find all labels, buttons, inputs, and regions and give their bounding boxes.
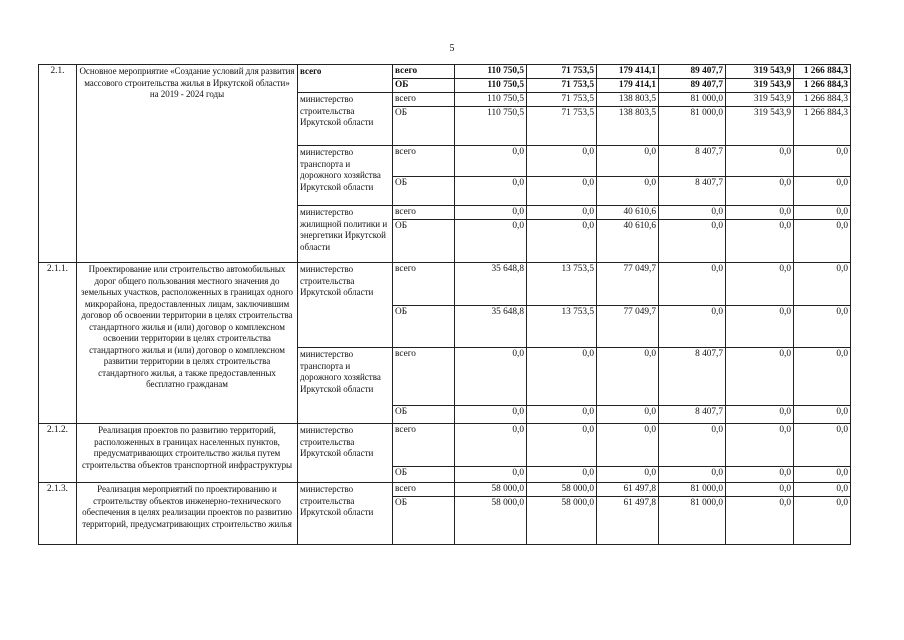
value-cell: 61 497,8 <box>597 483 659 497</box>
executor: министерство транспорта и дорожного хозяйства Иркутской области <box>298 146 393 206</box>
page-number: 5 <box>449 43 455 54</box>
item-title: Проектирование или строительство автомобильных дорог общего пользования местного значения до земельных участков, расположенных в границах одного микрорайона, предоставленных лицам, заключившим договор об освоении территории в целях строительства стандартного жилья и (или) договор о комплексном освоении территории в целях строительства стандартного жилья и (или) договор о комплексном развитии территории в целях строительства стандартного жилья, а также предоставленных бесплатно гражданам <box>77 263 298 424</box>
funding-source: всего <box>393 146 455 177</box>
value-cell: 58 000,0 <box>527 483 597 497</box>
value-cell: 81 000,0 <box>659 107 726 146</box>
table-row <box>39 424 851 467</box>
value-cell: 0,0 <box>794 220 851 263</box>
value-cell: 0,0 <box>794 496 851 544</box>
value-cell: 1 266 884,3 <box>794 79 851 93</box>
value-cell: 81 000,0 <box>659 93 726 107</box>
value-cell: 0,0 <box>527 424 597 467</box>
value-cell: 0,0 <box>597 406 659 424</box>
value-cell: 110 750,5 <box>455 93 527 107</box>
value-cell: 61 497,8 <box>597 496 659 544</box>
funding-source: ОБ <box>393 107 455 146</box>
value-cell: 0,0 <box>726 177 794 206</box>
value-cell: 110 750,5 <box>455 65 527 79</box>
value-cell: 71 753,5 <box>527 65 597 79</box>
value-cell: 0,0 <box>794 177 851 206</box>
value-cell: 0,0 <box>527 220 597 263</box>
value-cell: 71 753,5 <box>527 107 597 146</box>
value-cell: 0,0 <box>794 206 851 220</box>
value-cell: 40 610,6 <box>597 206 659 220</box>
value-cell: 0,0 <box>659 306 726 348</box>
value-cell: 179 414,1 <box>597 79 659 93</box>
value-cell: 0,0 <box>726 146 794 177</box>
funding-source: ОБ <box>393 220 455 263</box>
value-cell: 58 000,0 <box>455 483 527 497</box>
value-cell: 0,0 <box>726 263 794 306</box>
item-number: 2.1.2. <box>39 424 77 483</box>
value-cell: 81 000,0 <box>659 496 726 544</box>
value-cell: 0,0 <box>794 467 851 483</box>
value-cell: 35 648,8 <box>455 306 527 348</box>
value-cell: 138 803,5 <box>597 93 659 107</box>
value-cell: 319 543,9 <box>726 65 794 79</box>
value-cell: 0,0 <box>527 206 597 220</box>
value-cell: 0,0 <box>726 467 794 483</box>
value-cell: 71 753,5 <box>527 79 597 93</box>
value-cell: 179 414,1 <box>597 65 659 79</box>
value-cell: 71 753,5 <box>527 93 597 107</box>
funding-source: ОБ <box>393 467 455 483</box>
funding-source: всего <box>393 348 455 406</box>
value-cell: 0,0 <box>726 206 794 220</box>
value-cell: 0,0 <box>597 424 659 467</box>
value-cell: 0,0 <box>455 220 527 263</box>
value-cell: 1 266 884,3 <box>794 107 851 146</box>
value-cell: 0,0 <box>726 406 794 424</box>
funding-source: всего <box>393 206 455 220</box>
value-cell: 0,0 <box>527 177 597 206</box>
value-cell: 0,0 <box>455 206 527 220</box>
funding-table <box>38 64 851 545</box>
funding-source: ОБ <box>393 406 455 424</box>
item-title: Основное мероприятие «Создание условий для развития массового строительства жилья в Иркутской области» на 2019 - 2024 годы <box>77 65 298 263</box>
value-cell: 0,0 <box>794 348 851 406</box>
value-cell: 89 407,7 <box>659 65 726 79</box>
value-cell: 138 803,5 <box>597 107 659 146</box>
value-cell: 0,0 <box>455 177 527 206</box>
value-cell: 0,0 <box>455 146 527 177</box>
table-row <box>39 65 851 79</box>
value-cell: 0,0 <box>455 406 527 424</box>
value-cell: 0,0 <box>726 220 794 263</box>
value-cell: 0,0 <box>597 146 659 177</box>
executor: министерство строительства Иркутской области <box>298 483 393 545</box>
executor: министерство строительства Иркутской области <box>298 263 393 348</box>
funding-source: ОБ <box>393 496 455 544</box>
value-cell: 1 266 884,3 <box>794 65 851 79</box>
value-cell: 319 543,9 <box>726 93 794 107</box>
value-cell: 0,0 <box>597 467 659 483</box>
value-cell: 0,0 <box>659 263 726 306</box>
value-cell: 77 049,7 <box>597 306 659 348</box>
funding-source: ОБ <box>393 306 455 348</box>
value-cell: 0,0 <box>527 467 597 483</box>
funding-source: всего <box>393 483 455 497</box>
executor: министерство жилищной политики и энергетики Иркутской области <box>298 206 393 263</box>
executor: министерство строительства Иркутской области <box>298 424 393 483</box>
table-row <box>39 263 851 306</box>
funding-source: всего <box>393 65 455 79</box>
value-cell: 0,0 <box>794 263 851 306</box>
value-cell: 0,0 <box>527 146 597 177</box>
value-cell: 0,0 <box>455 348 527 406</box>
value-cell: 8 407,7 <box>659 348 726 406</box>
value-cell: 0,0 <box>659 467 726 483</box>
executor: министерство транспорта и дорожного хозяйства Иркутской области <box>298 348 393 424</box>
item-title: Реализация проектов по развитию территорий, расположенных в границах населенных пунктов, предусматривающих строительство жилья путем строительства объектов транспортной инфраструктуры <box>77 424 298 483</box>
funding-source: всего <box>393 93 455 107</box>
item-number: 2.1.1. <box>39 263 77 424</box>
value-cell: 8 407,7 <box>659 177 726 206</box>
value-cell: 58 000,0 <box>455 496 527 544</box>
value-cell: 58 000,0 <box>527 496 597 544</box>
value-cell: 110 750,5 <box>455 79 527 93</box>
value-cell: 0,0 <box>659 206 726 220</box>
value-cell: 319 543,9 <box>726 107 794 146</box>
table-row <box>39 483 851 497</box>
value-cell: 40 610,6 <box>597 220 659 263</box>
value-cell: 0,0 <box>726 496 794 544</box>
funding-source: всего <box>393 424 455 467</box>
value-cell: 0,0 <box>794 406 851 424</box>
value-cell: 13 753,5 <box>527 306 597 348</box>
executor: министерство строительства Иркутской области <box>298 93 393 146</box>
value-cell: 0,0 <box>455 424 527 467</box>
funding-source: всего <box>393 263 455 306</box>
value-cell: 0,0 <box>659 424 726 467</box>
value-cell: 1 266 884,3 <box>794 93 851 107</box>
value-cell: 0,0 <box>726 424 794 467</box>
value-cell: 0,0 <box>794 483 851 497</box>
value-cell: 8 407,7 <box>659 146 726 177</box>
value-cell: 0,0 <box>659 220 726 263</box>
value-cell: 0,0 <box>794 146 851 177</box>
funding-source: ОБ <box>393 177 455 206</box>
value-cell: 0,0 <box>527 348 597 406</box>
value-cell: 8 407,7 <box>659 406 726 424</box>
value-cell: 0,0 <box>726 306 794 348</box>
value-cell: 13 753,5 <box>527 263 597 306</box>
item-number: 2.1. <box>39 65 77 263</box>
value-cell: 77 049,7 <box>597 263 659 306</box>
item-number: 2.1.3. <box>39 483 77 545</box>
item-title: Реализация мероприятий по проектированию и строительству объектов инженерно-технического обеспечения в целях реализации проектов по развитию территорий, предусматривающих строительство жилья <box>77 483 298 545</box>
value-cell: 0,0 <box>527 406 597 424</box>
value-cell: 89 407,7 <box>659 79 726 93</box>
value-cell: 0,0 <box>455 467 527 483</box>
executor: всего <box>298 65 393 93</box>
funding-source: ОБ <box>393 79 455 93</box>
value-cell: 0,0 <box>726 483 794 497</box>
value-cell: 319 543,9 <box>726 79 794 93</box>
value-cell: 0,0 <box>794 424 851 467</box>
value-cell: 0,0 <box>597 177 659 206</box>
value-cell: 0,0 <box>597 348 659 406</box>
value-cell: 0,0 <box>794 306 851 348</box>
value-cell: 81 000,0 <box>659 483 726 497</box>
value-cell: 110 750,5 <box>455 107 527 146</box>
value-cell: 35 648,8 <box>455 263 527 306</box>
value-cell: 0,0 <box>726 348 794 406</box>
